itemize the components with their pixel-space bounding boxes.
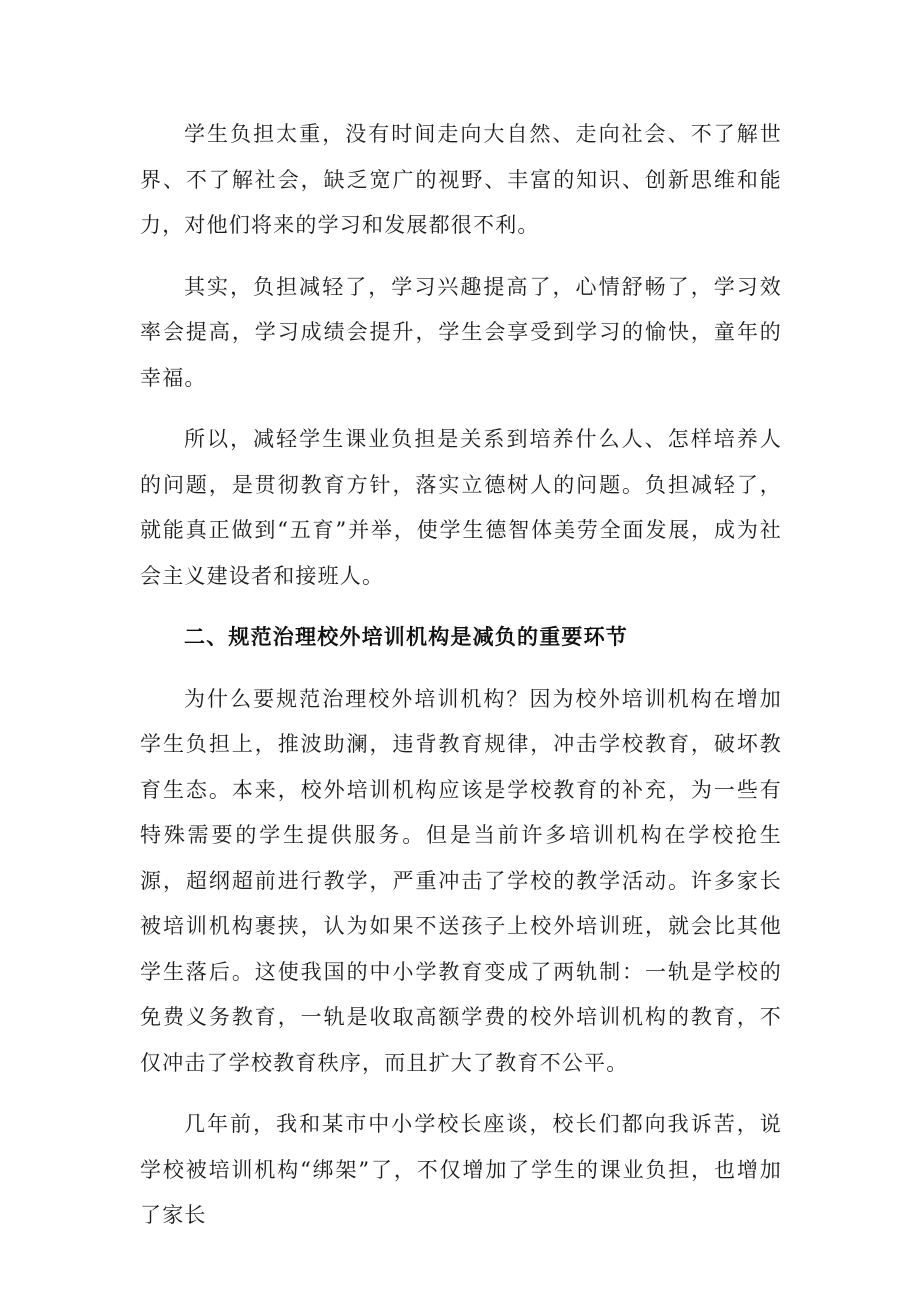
paragraph-spacer bbox=[140, 249, 782, 265]
paragraph-spacer bbox=[140, 599, 782, 615]
section-heading: 二、规范治理校外培训机构是减负的重要环节 bbox=[184, 625, 628, 649]
paragraph: 其实，负担减轻了，学习兴趣提高了，心情舒畅了，学习效率会提高，学习成绩会提升，学生会享受到学习的愉快，童年的幸福。 bbox=[140, 274, 782, 390]
document-body bbox=[140, 112, 782, 1239]
paragraph: 几年前，我和某市中小学校长座谈，校长们都向我诉苦，说学校被培训机构“绑架”了，不仅增加了学生的课业负担，也增加了家长 bbox=[140, 1112, 782, 1227]
paragraph-spacer bbox=[140, 1086, 782, 1102]
paragraph: 为什么要规范治理校外培训机构？因为校外培训机构在增加学生负担上，推波助澜，违背教育规律，冲击学校教育，破坏教育生态。本来，校外培训机构应该是学校教育的补充，为一些有特殊需要的学生提供服务。但是当前许多培训机构在学校抢生源，超纲超前进行教学，严重冲击了学校的教学活动。许多家长被培训机构裹挟，认为如果不送孩子上校外培训班，就会比其他学生落后。这使我国的中小学教育变成了两轨制：一轨是学校的免费义务教育，一轨是收取高额学费的校外培训机构的教育，不仅冲击了学校教育秩序，而且扩大了教育不公平。 bbox=[140, 686, 782, 1075]
paragraph-spacer bbox=[140, 401, 782, 417]
paragraph: 学生负担太重，没有时间走向大自然、走向社会、不了解世界、不了解社会，缺乏宽广的视野、丰富的知识、创新思维和能力，对他们将来的学习和发展都很不利。 bbox=[140, 122, 782, 237]
paragraph-spacer bbox=[140, 661, 782, 677]
paragraph: 所以，减轻学生课业负担是关系到培养什么人、怎样培养人的问题，是贯彻教育方针，落实立德树人的问题。负担减轻了，就能真正做到“五育”并举，使学生德智体美劳全面发展，成为社会主义建设者和接班人。 bbox=[140, 427, 782, 588]
